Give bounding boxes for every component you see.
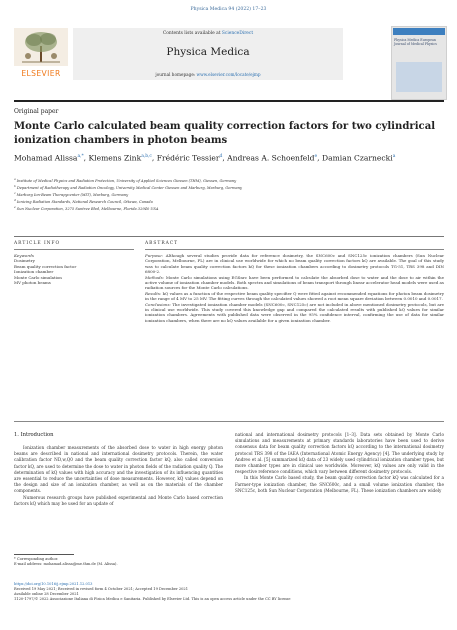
footnote <box>14 557 223 567</box>
author-separator: , <box>222 153 228 163</box>
keyword-item: Beam quality correction factor <box>14 263 77 269</box>
body-paragraph: Numerous research groups have published experimental and Monte Carlo based correction factors kQ which may be used for an update of <box>14 494 223 506</box>
homepage-prefix: journal homepage: <box>155 72 197 77</box>
author-separator: , <box>151 153 157 163</box>
body-paragraph: national and international dosimetry protocols [1–3]. Data sets obtained by Monte Carlo simulations and measurements at primary standards laboratories have been used to derive consensus data for beam quality correction factors kQ according to the international dosimetry protocol TRS 398 of the IAEA (International Atomic Energy Agency) [4]. The underlying study by Andreo et al. [5] summarized kQ data of 23 widely used cylindrical ionization chamber types, but more chamber types are in clinical use worldwide. Moreover, kQ values are only valid in the respective reference conditions, which vary between different dosimetry protocols. <box>235 432 444 475</box>
available-online: Available online 28 December 2021 <box>14 591 79 596</box>
abstract-rule <box>145 249 444 250</box>
cover-image <box>396 62 442 92</box>
keyword-item: Monte Carlo simulation <box>14 274 62 280</box>
abstract-section-text: kQ values as a function of the respective beam quality specifier Q were fitted against recommended equations for photon beam dosimetry in the range of 4 MV to 25 MV. The fitting curves through the calculated values showed a root mean square deviation between 0.0010 and 0.0017. <box>145 290 444 302</box>
article-info-heading: ARTICLE INFO <box>14 241 61 246</box>
author-name[interactable]: Damian Czarnecki <box>321 153 393 163</box>
abstract-paragraph <box>145 302 444 324</box>
homepage-link[interactable]: www.elsevier.com/locate/ejmp <box>196 72 261 77</box>
copyright-line: 1120-1797/© 2022 Associazione Italiana di Fisica Medica e Sanitaria. Published by Elsevier Ltd. This is an open access article under the CC BY license <box>14 596 291 601</box>
author-separator: , <box>317 153 322 163</box>
abstract-paragraph <box>145 253 444 275</box>
affiliation-item <box>14 205 444 212</box>
author-name[interactable]: Klemens Zink <box>88 153 142 163</box>
abstract-section-label: Conclusions: <box>145 301 171 307</box>
article-footer <box>14 582 444 602</box>
corresponding-author-note: * Corresponding author. <box>14 557 59 561</box>
affiliation-item <box>14 177 444 184</box>
article-info-rule <box>14 249 134 250</box>
publisher-name: ELSEVIER <box>21 69 61 78</box>
received-dates: Received 19 May 2021; Received in revised form 4 October 2021; Accepted 19 December 2021 <box>14 586 189 591</box>
abstract-text <box>145 253 444 323</box>
abstract-section-label: Methods: <box>145 274 165 280</box>
article-type: Original paper <box>14 108 59 115</box>
affiliation-text: Institute of Medical Physics and Radiation Protection, University of Applied Sciences Giessen (THM), Giessen, Germany <box>16 179 237 184</box>
body-paragraph: In this Monte Carlo based study, the beam quality correction factor kQ was calculated for a Farmer-type ionization chamber, the SNC600c, and a small volume ionization chamber, the SNC125c, both Sun Nuclear Corporation (Melbourne, FL). These ionization chambers are widely <box>235 475 444 493</box>
contents-line <box>73 31 343 36</box>
article-title: Monte Carlo calculated beam quality correction factors for two cylindrical ionization chambers in photon beams <box>14 121 436 146</box>
affiliation-item <box>14 198 444 205</box>
abstract-rule-bottom <box>14 421 444 422</box>
body-paragraph: Ionization chamber measurements of the absorbed dose to water in high energy photon beams are described in national and international dosimetry protocols. Therein, the water calibration factor ND,w,Q0 and the beam quality correction factor kQ, also called conversion factor kQ, are used to determine the dose to water in photon fields of the radiation quality Q. The determination of kQ values with high accuracy and the investigation of its influencing quantities are essential to reduce the uncertainties of dose measurements. However, kQ values depend on the design and size of an ionization chamber, as well as on the materials of the chamber components. <box>14 445 223 494</box>
abstract-heading: ABSTRACT <box>145 241 179 246</box>
author-affiliation-marker[interactable]: a,b,c <box>141 154 152 159</box>
affiliation-marker: b <box>14 184 17 189</box>
author-list <box>14 151 444 164</box>
doi-link[interactable]: https://doi.org/10.1016/j.ejmp.2021.12.013 <box>14 582 93 586</box>
affiliation-marker: d <box>14 198 17 203</box>
abstract-section-label: Purpose: <box>145 253 163 258</box>
keyword-item: MV photon beams <box>14 280 51 286</box>
abstract-section-text: Although several studies provide data for reference dosimetry, the SNC600c and SNC125c ionization chambers (Sun Nuclear Corporation, Melbourne, FL) are in clinical use worldwide for which no beam quality correction factors kQ are available. The goal of this study was to calculate beam quality correction factors kQ for these ionization chambers according to dosimetry protocols TG-51, TRS 398 and DIN 6800-2. <box>145 253 444 275</box>
affiliation-item <box>14 191 444 198</box>
affiliation-marker: a <box>14 177 17 181</box>
journal-reference[interactable]: Physica Medica 94 (2022) 17–23 <box>190 7 267 12</box>
author-affiliation-marker[interactable]: a,* <box>77 154 84 159</box>
author-name[interactable]: Frédéric Tessier <box>156 153 220 163</box>
email-note: E-mail address: mohamad.alissa@me.thm.de (M. Alissa). <box>14 561 118 566</box>
affiliation-marker: e <box>14 205 17 210</box>
author-affiliation-marker[interactable]: a <box>392 154 396 159</box>
affiliation-list <box>14 177 444 212</box>
affiliation-text: Ionizing Radiation Standards, National Research Council, Ottawa, Canada <box>16 200 153 205</box>
author-affiliation-marker[interactable]: e <box>314 154 318 159</box>
author-affiliation-marker[interactable]: d <box>219 154 223 159</box>
affiliation-text: Sun Nuclear Corporation, 3275 Suntree Blvd, Melbourne, Florida 32940 USA <box>16 207 159 212</box>
author-separator: , <box>83 153 89 163</box>
keyword-item: Ionization chamber <box>14 269 54 275</box>
affiliation-text: Department of Radiotherapy and Radiation Oncology, University Medical Center Giessen and Marburg, Marburg, Germany <box>16 186 242 191</box>
elsevier-tree-logo <box>14 28 68 66</box>
introduction-heading: 1. Introduction <box>14 432 54 438</box>
contents-prefix: Contents lists available at <box>162 31 222 36</box>
body-column-left <box>14 445 223 507</box>
abstract-section-text: Monte Carlo simulations using EGSnrc have been performed to calculate the absorbed dose to water and the dose to air within the active volume of ionization chamber models. Both spectra and simulations of beam transport through linear accelerator head models were used as radiation sources for the Monte Carlo calculations. <box>145 274 444 291</box>
author-name[interactable]: Mohamad Alissa <box>14 153 78 163</box>
affiliation-marker: c <box>14 191 17 196</box>
keyword-item: Dosimetry <box>14 258 35 264</box>
keywords-label: Keywords <box>14 253 34 258</box>
affiliation-item <box>14 184 444 191</box>
title-rule <box>14 236 444 237</box>
abstract-section-text: The investigated ionization chamber models (SNC600c, SNC125c) are not included in above mentioned dosimetry protocols, but are in clinical use worldwide. This study covered this knowledge gap and compared the calculated results with published kQ values for similar ionization chambers. Agreements with published data were observed in the 95% confidence interval, confirming the use of data for similar ionization chambers, when there are no kQ values available for a given ionization chamber. <box>145 301 444 323</box>
header-rule <box>14 100 444 102</box>
homepage-line <box>73 72 343 77</box>
affiliation-text: Marburg Ion-Beam Therapycenter (MIT), Marburg, Germany <box>16 193 129 198</box>
sciencedirect-link[interactable]: ScienceDirect <box>221 31 254 36</box>
body-column-right <box>235 432 444 494</box>
abstract-paragraph <box>145 291 444 302</box>
journal-name: Physica Medica <box>166 46 250 58</box>
abstract-section-label: Results: <box>145 290 162 296</box>
footnote-rule <box>14 554 74 555</box>
keywords-block <box>14 253 134 285</box>
cover-band <box>393 28 445 35</box>
keyword-list <box>14 258 134 285</box>
cover-title: Physica Medica European Journal of Medical Physics <box>394 38 437 46</box>
abstract-paragraph <box>145 275 444 291</box>
author-name[interactable]: Andreas A. Schoenfeld <box>227 153 315 163</box>
